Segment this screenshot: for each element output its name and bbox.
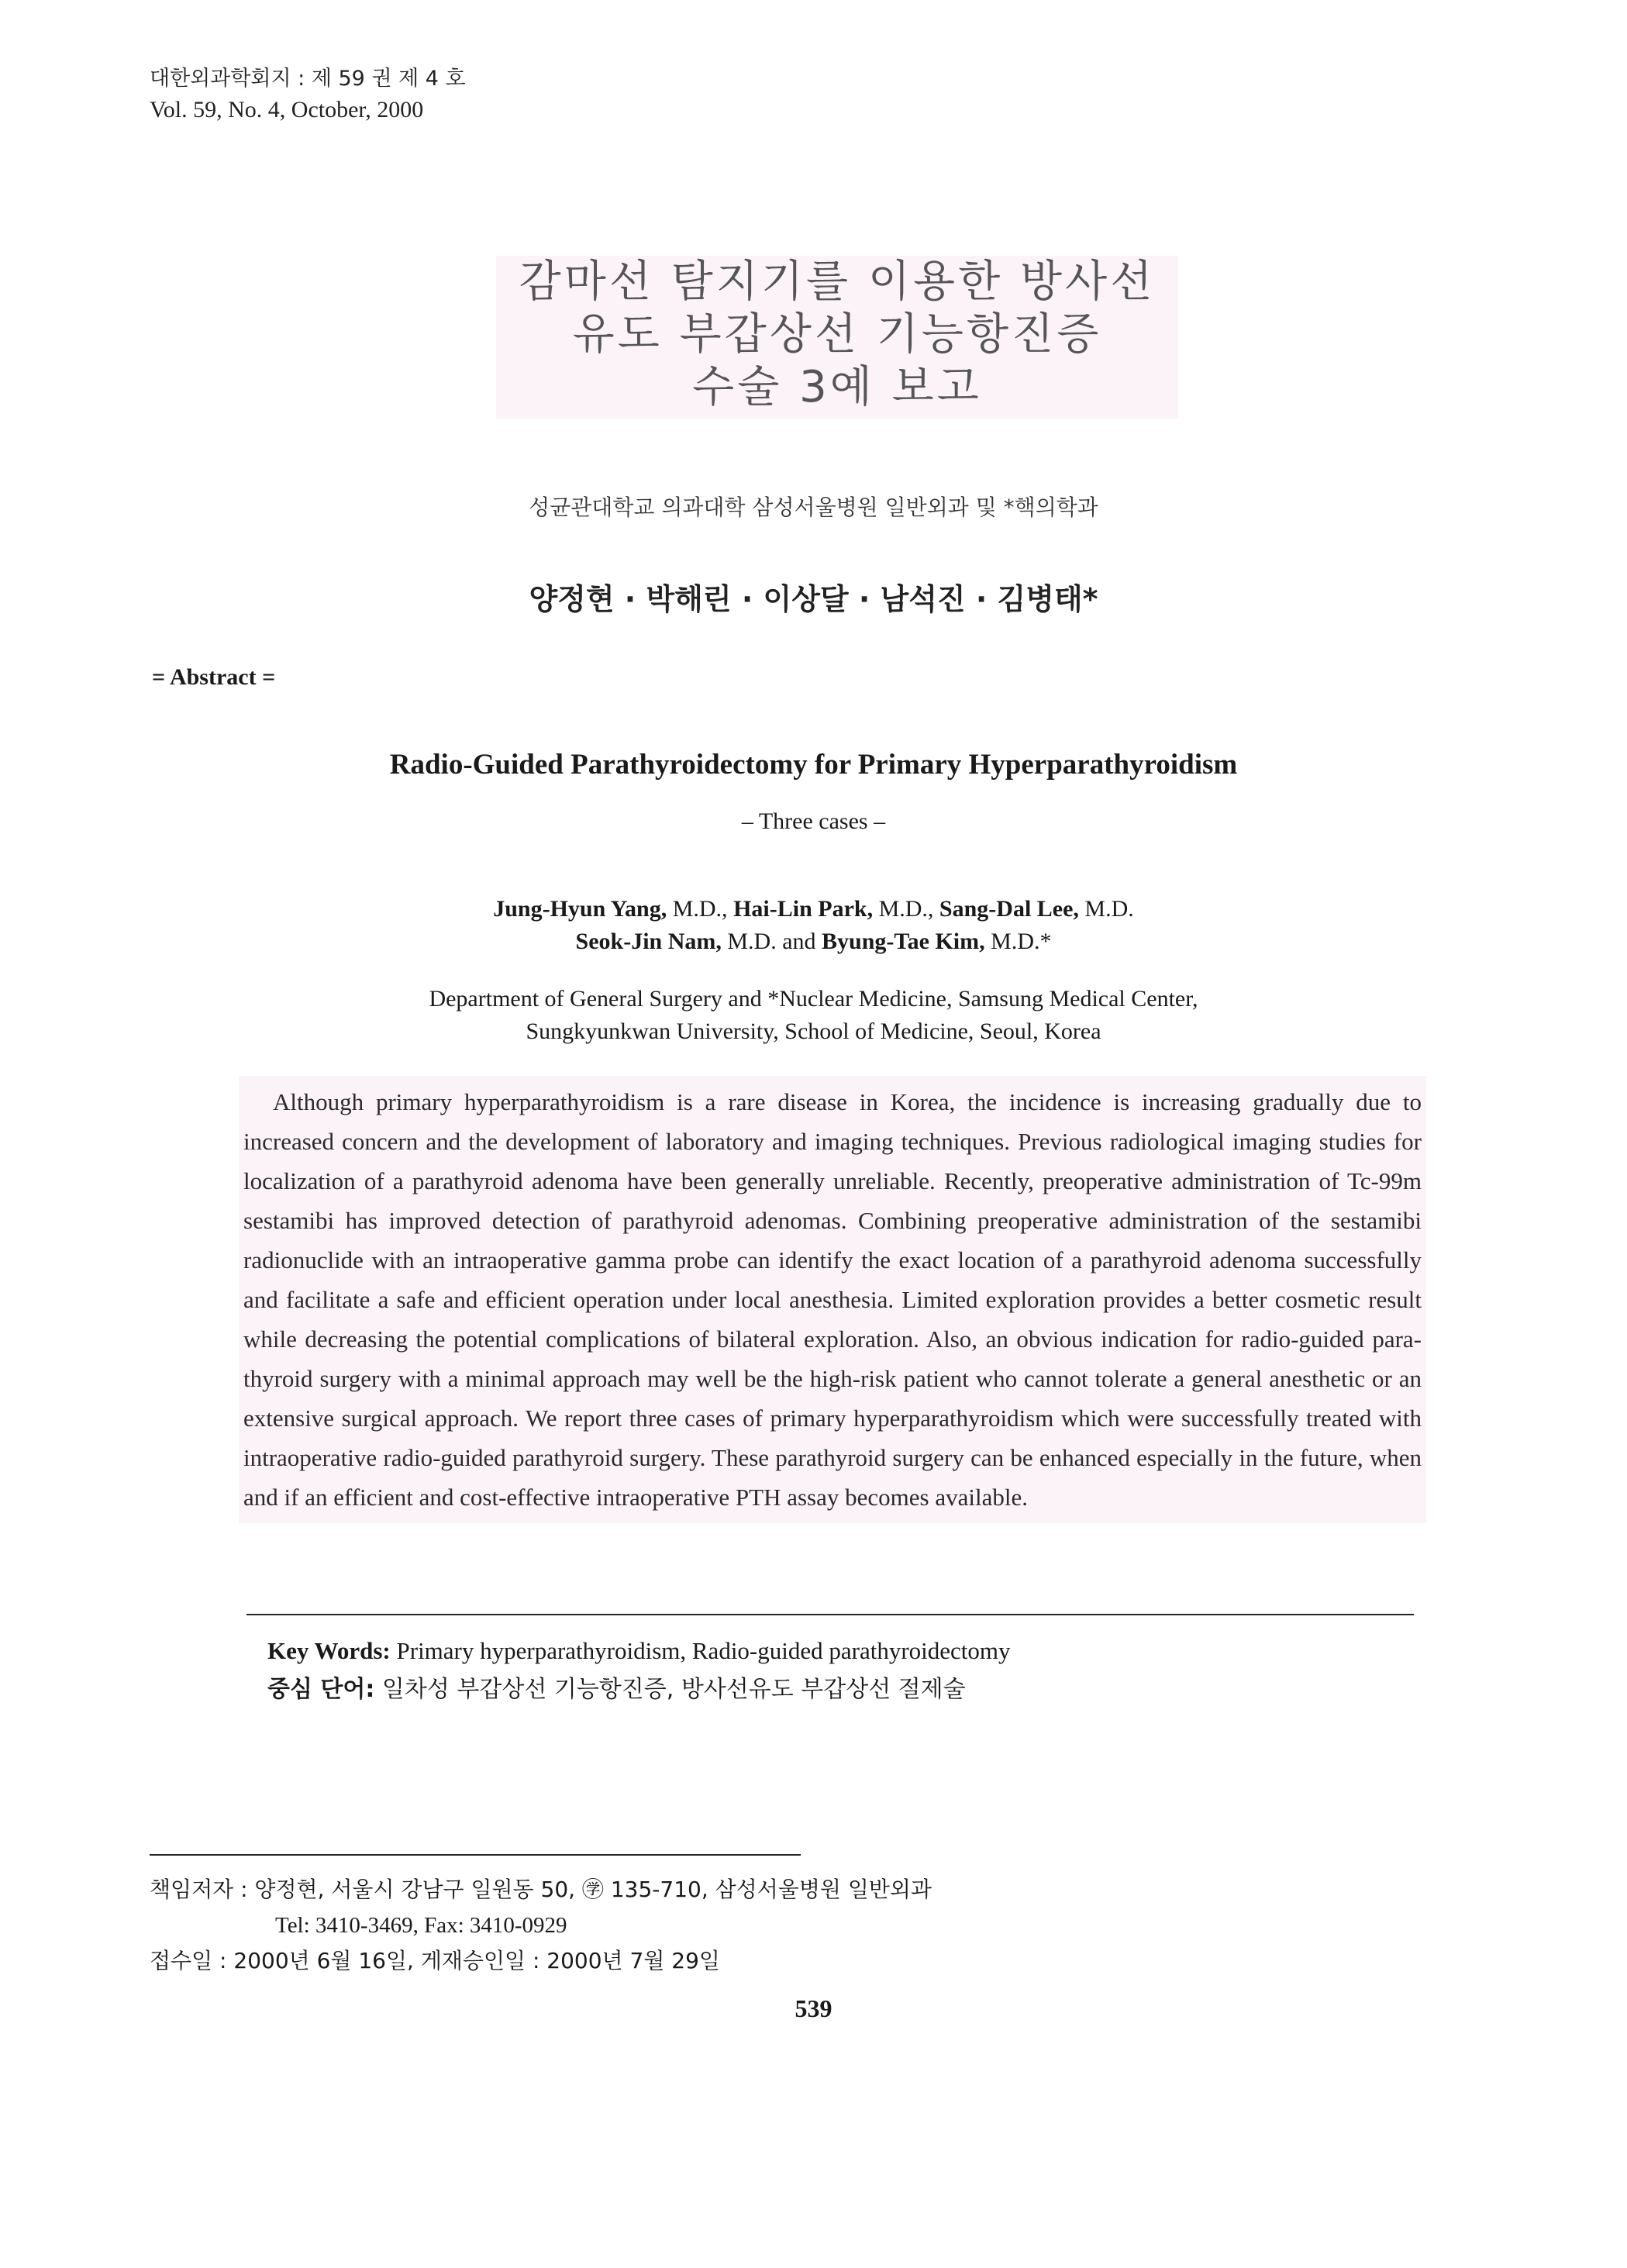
author-degree: M.D.* — [984, 929, 1052, 954]
journal-volume-info: Vol. 59, No. 4, October, 2000 — [150, 97, 424, 122]
abstract-label: = Abstract = — [152, 664, 276, 690]
keywords-block — [267, 1632, 1011, 1709]
english-affiliation-line-2: Sungkyunkwan University, School of Medicine, Seoul, Korea — [526, 1019, 1101, 1044]
english-subtitle: – Three cases – — [741, 808, 886, 834]
keywords-value-korean: 일차성 부갑상선 기능항진증, 방사선유도 부갑상선 절제술 — [374, 1676, 966, 1703]
author-name: Jung-Hyun Yang, — [493, 896, 667, 922]
korean-affiliation: 성균관대학교 의과대학 삼성서울병원 일반외과 및 *핵의학과 — [529, 495, 1098, 520]
english-title: Radio-Guided Parathyroidectomy for Primary Hyperparathyroidism — [389, 749, 1238, 781]
author-degree: M.D. — [1078, 896, 1134, 922]
author-name: Sang-Dal Lee, — [939, 896, 1079, 922]
author-name: Byung-Tae Kim, — [822, 929, 985, 954]
footnote-dates: 접수일 : 2000년 6월 16일, 게재승인일 : 2000년 7월 29일 — [150, 1948, 720, 1973]
english-authors-line-2 — [0, 925, 1627, 958]
english-affiliation — [0, 983, 1627, 1048]
author-degree: M.D. and — [721, 929, 822, 954]
korean-title — [496, 256, 1178, 419]
footnote-corresponding-author: 책임저자 : 양정현, 서울시 강남구 일원동 50, ㊫ 135-710, 삼성서울병원 일반외과 — [150, 1877, 932, 1902]
keywords-value: Primary hyperparathyroidism, Radio-guided parathyroidectomy — [390, 1637, 1011, 1664]
english-authors-line-1 — [0, 893, 1627, 925]
korean-authors: 양정현 · 박해린 · 이상달 · 남석진 · 김병태* — [529, 582, 1098, 616]
korean-title-line-2: 유도 부갑상선 기능항진증 — [572, 309, 1102, 360]
journal-header — [150, 64, 466, 126]
author-name: Hai-Lin Park, — [733, 896, 874, 922]
english-authors — [0, 893, 1627, 958]
keywords-korean — [267, 1670, 1011, 1709]
author-degree: M.D., — [667, 896, 734, 922]
keywords-label: Key Words: — [267, 1637, 391, 1664]
english-affiliation-line-1: Department of General Surgery and *Nuclear Medicine, Samsung Medical Center, — [429, 986, 1198, 1012]
korean-title-line-1: 감마선 탐지기를 이용한 방사선 — [519, 257, 1156, 307]
author-name: Seok-Jin Nam, — [575, 929, 722, 954]
keywords-label-korean: 중심 단어: — [267, 1676, 375, 1703]
abstract-body: Although primary hyperparathyroidism is a rare disease in Korea, the incidence is increasing gradually due to increased concern and the development of laboratory and imaging techniques. Previous radiological imaging studies for localization of a parathyroid adenoma have been generally unreliable. Recently, preoperative administration of Tc-99m sestamibi has improved detection of parathyroid adenomas. Combining preoperative administration of the sestamibi radionuclide with an intraoperative gamma probe can identify the exact location of a parathyroid adenoma successfully and facilitate a safe and efficient operation under local anesthesia. Limited exploration provides a better cosmetic result while decreasing the potential complications of bilateral exploration. Also, an obvious indication for radio-guided para-thyroid surgery with a minimal approach may well be the high-risk patient who cannot tolerate a general anesthetic or an extensive surgical approach. We report three cases of primary hyperparathyroidism which were successfully treated with intraoperative radio-guided parathyroid surgery. These parathyroid surgery can be enhanced especially in the future, when and if an efficient and cost-effective intraoperative PTH assay becomes available. — [239, 1076, 1426, 1523]
footnote — [150, 1872, 932, 1979]
keywords-english — [267, 1632, 1011, 1670]
korean-title-line-3: 수술 3예 보고 — [692, 362, 982, 412]
journal-name-korean: 대한외과학회지 : 제 59 권 제 4 호 — [150, 67, 466, 91]
author-degree: M.D., — [873, 896, 939, 922]
page-number: 539 — [795, 1994, 832, 2022]
footnote-divider — [150, 1854, 801, 1856]
footnote-contact: Tel: 3410-3469, Fax: 3410-0929 — [275, 1913, 567, 1938]
divider-line — [246, 1614, 1414, 1615]
